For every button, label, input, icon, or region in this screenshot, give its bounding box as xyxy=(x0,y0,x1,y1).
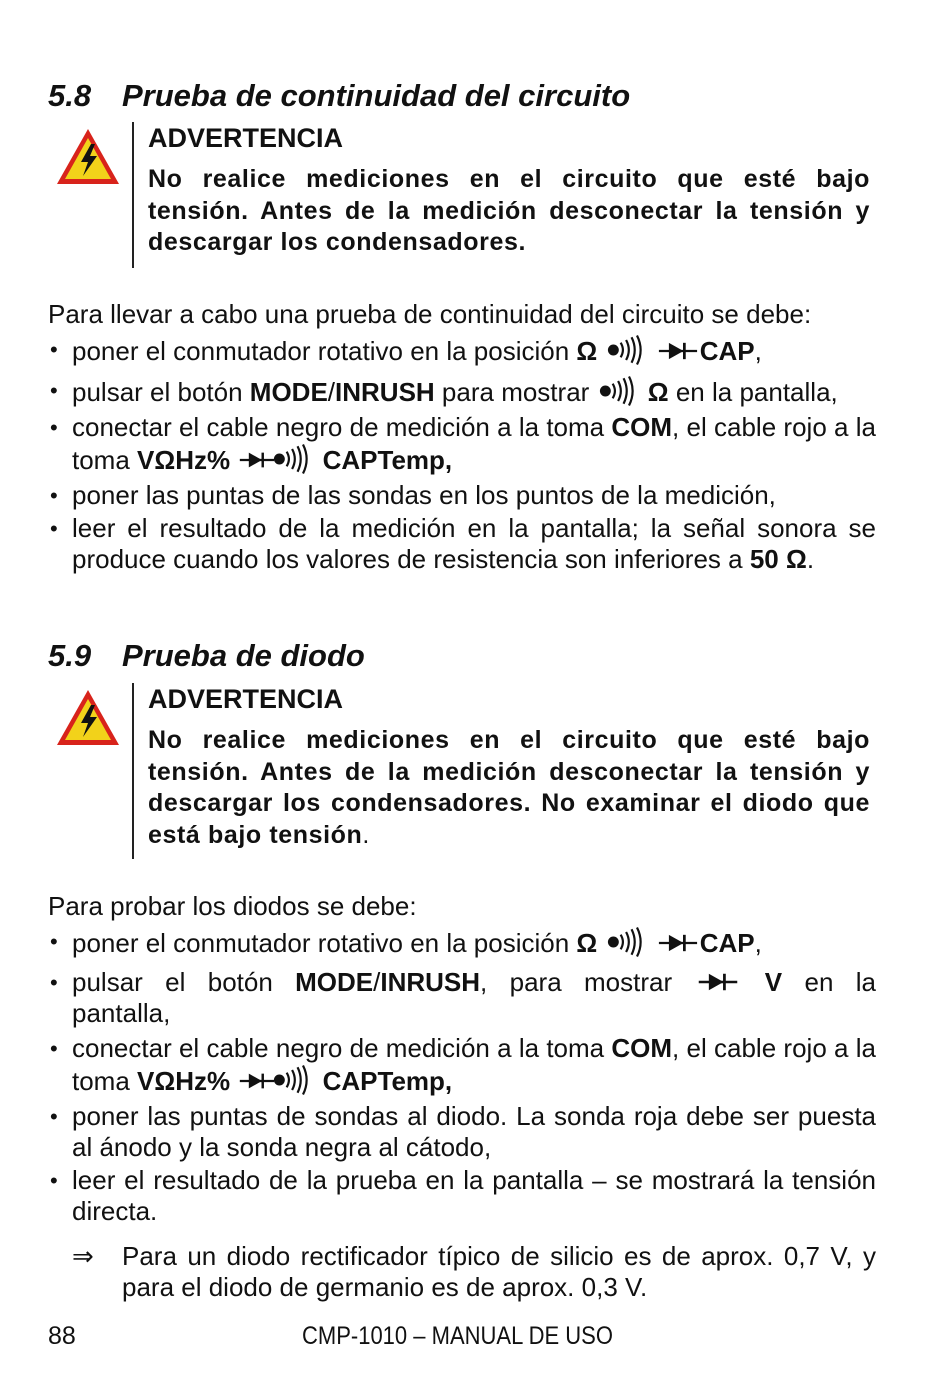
cap-label: CAP xyxy=(699,928,755,958)
note-text: Para un diodo rectificador típico de silicio es de aprox. 0,7 V, y para el diodo de germanio es de aprox. 0,3 V. xyxy=(122,1241,876,1302)
steps-list xyxy=(48,334,876,575)
threshold-value: 50 Ω xyxy=(749,544,807,574)
diode-icon xyxy=(239,1070,275,1092)
list-item: • poner el conmutador rotativo en la posición Ω CAP, xyxy=(48,926,876,959)
omega-symbol: Ω xyxy=(576,336,598,366)
continuity-beeper-icon xyxy=(607,926,647,958)
list-item: • poner el conmutador rotativo en la posición Ω CAP, xyxy=(48,334,876,367)
page-number: 88 xyxy=(48,1322,76,1350)
warning-title: ADVERTENCIA xyxy=(148,123,344,153)
list-item: • pulsar el botón MODE/INRUSH para mostrar Ω en la pantalla, xyxy=(48,375,876,408)
section-title: Prueba de continuidad del circuito xyxy=(122,78,631,113)
com-label: COM xyxy=(611,1033,673,1063)
intro-text: Para probar los diodos se debe: xyxy=(48,891,417,921)
section-heading-5-9 xyxy=(48,638,365,674)
steps-list xyxy=(48,926,876,1229)
list-item: • pulsar el botón MODE/INRUSH, para mostrar V en la pantalla, xyxy=(48,967,876,1029)
diode-icon xyxy=(658,932,698,954)
section-title: Prueba de diodo xyxy=(122,638,365,673)
continuity-beeper-icon xyxy=(273,1064,313,1096)
cap-label: CAP xyxy=(699,336,755,366)
mode-label: MODE xyxy=(295,967,374,997)
list-item: • leer el resultado de la medición en la pantalla; la señal sonora se produce cuando los valores de resistencia son inferiores a 50 Ω. xyxy=(48,513,876,575)
note xyxy=(48,1241,876,1303)
warning-box xyxy=(132,122,870,268)
section-number: 5.9 xyxy=(48,638,92,673)
captemp-label: CAPTemp, xyxy=(322,1066,453,1096)
high-voltage-warning-icon xyxy=(54,126,122,188)
continuity-beeper-icon xyxy=(273,443,313,475)
captemp-label: CAPTemp, xyxy=(322,445,453,475)
mode-label: MODE xyxy=(249,377,328,407)
inrush-label: INRUSH xyxy=(335,377,435,407)
list-item: • conectar el cable negro de medición a la toma COM, el cable rojo a la toma VΩHz% CAPTemp, xyxy=(48,1033,876,1097)
warning-text: No realice mediciones en el circuito que esté bajo tensión. Antes de la medición desconectar la tensión y descargar los condensadores. No examinar el diodo que está bajo tensión. xyxy=(148,726,870,849)
section-heading-5-8 xyxy=(48,78,630,114)
continuity-beeper-icon xyxy=(599,375,639,407)
diode-icon xyxy=(696,971,740,993)
vohz-label: VΩHz% xyxy=(137,445,231,475)
implies-arrow-icon: ⇒ xyxy=(72,1241,94,1271)
inrush-label: INRUSH xyxy=(380,967,481,997)
warning-title: ADVERTENCIA xyxy=(148,684,344,714)
continuity-beeper-icon xyxy=(607,334,647,366)
diode-icon xyxy=(239,449,275,471)
list-item: • leer el resultado de la prueba en la pantalla – se mostrará la tensión directa. xyxy=(48,1165,876,1227)
warning-text: No realice mediciones en el circuito que esté bajo tensión. Antes de la medición desconectar la tensión y descargar los condensadores. xyxy=(148,165,870,256)
intro-text: Para llevar a cabo una prueba de continuidad del circuito se debe: xyxy=(48,299,812,329)
list-item: • poner las puntas de las sondas en los puntos de la medición, xyxy=(48,480,876,511)
high-voltage-warning-icon xyxy=(54,687,122,749)
list-item: • conectar el cable negro de medición a la toma COM, el cable rojo a la toma VΩHz% CAPTemp, xyxy=(48,412,876,476)
vohz-label: VΩHz% xyxy=(137,1066,231,1096)
diode-icon xyxy=(658,340,698,362)
omega-symbol: Ω xyxy=(647,377,669,407)
voltage-label: V xyxy=(764,967,783,997)
list-item: • poner las puntas de sondas al diodo. La sonda roja debe ser puesta al ánodo y la sonda negra al cátodo, xyxy=(48,1101,876,1163)
manual-title: CMP-1010 – MANUAL DE USO xyxy=(302,1322,613,1350)
com-label: COM xyxy=(611,412,673,442)
omega-symbol: Ω xyxy=(576,928,598,958)
warning-box xyxy=(132,683,870,859)
section-number: 5.8 xyxy=(48,78,92,113)
